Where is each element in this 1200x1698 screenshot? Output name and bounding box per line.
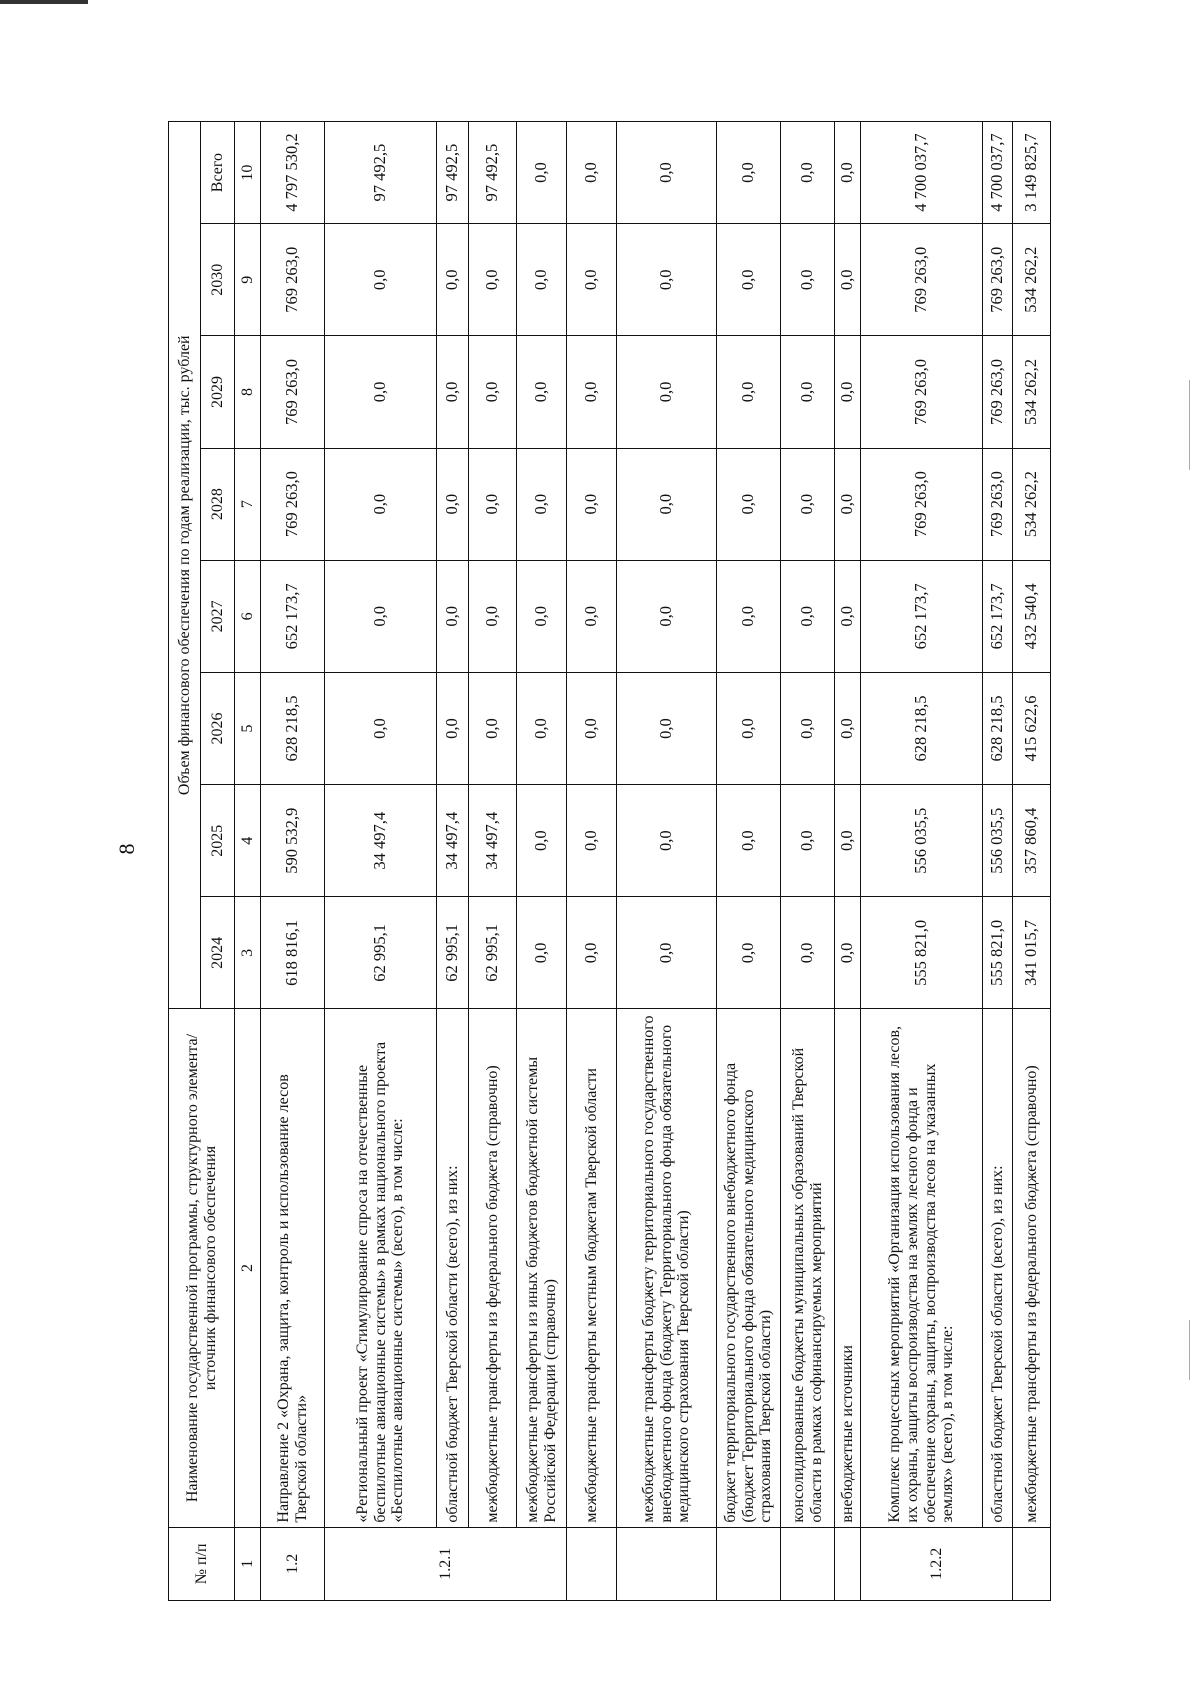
row-name: областной бюджет Тверской области (всего), из них: [983, 1009, 1013, 1527]
header-row [169, 122, 201, 1601]
row-value: 0,0 [617, 560, 717, 672]
row-value: 0,0 [437, 448, 469, 560]
row-value: 0,0 [617, 448, 717, 560]
row-value: 432 540,4 [1013, 560, 1051, 672]
header-year: 2027 [201, 560, 235, 672]
table-row [781, 122, 835, 1601]
header-year: 2026 [201, 672, 235, 784]
row-value: 0,0 [781, 224, 835, 336]
row-name: внебюджетные источники [835, 1009, 861, 1527]
budget-table [168, 121, 1051, 1601]
row-value: 0,0 [517, 672, 567, 784]
index-cell: 10 [235, 122, 261, 224]
row-value: 652 173,7 [261, 560, 325, 672]
row-code: 1.2 [261, 1527, 325, 1600]
row-value: 97 492,5 [437, 122, 469, 224]
row-value: 534 262,2 [1013, 224, 1051, 336]
row-value: 0,0 [469, 224, 517, 336]
table-row [983, 122, 1013, 1601]
row-value: 0,0 [835, 336, 861, 448]
row-value: 4 700 037,7 [983, 122, 1013, 224]
row-value: 415 622,6 [1013, 672, 1051, 784]
row-value: 0,0 [717, 560, 781, 672]
row-value: 0,0 [617, 224, 717, 336]
row-code [717, 1527, 781, 1600]
row-name: Направление 2 «Охрана, защита, контроль и использование лесов Тверской области» [261, 1009, 325, 1527]
row-value: 0,0 [781, 897, 835, 1009]
row-value: 0,0 [717, 897, 781, 1009]
row-value: 0,0 [469, 336, 517, 448]
row-code [835, 1527, 861, 1600]
table-row [861, 122, 983, 1601]
row-name: бюджет территориального государственного внебюджетного фонда (бюджет Территориального фонда обязательного медицинского страхования Тверской области) [717, 1009, 781, 1527]
row-value: 0,0 [437, 672, 469, 784]
index-cell: 7 [235, 448, 261, 560]
index-cell: 8 [235, 336, 261, 448]
row-code [567, 1527, 617, 1600]
row-value: 0,0 [325, 336, 437, 448]
row-value: 769 263,0 [261, 336, 325, 448]
row-value: 0,0 [567, 224, 617, 336]
row-value: 0,0 [835, 560, 861, 672]
row-value: 769 263,0 [861, 224, 983, 336]
row-name: консолидированные бюджеты муниципальных образований Тверской области в рамках софинансируемых мероприятий [781, 1009, 835, 1527]
row-value: 0,0 [567, 122, 617, 224]
row-value: 590 532,9 [261, 785, 325, 897]
index-cell: 6 [235, 560, 261, 672]
row-value: 3 149 825,7 [1013, 122, 1051, 224]
header-year: 2025 [201, 785, 235, 897]
table-row [325, 122, 437, 1601]
row-value: 0,0 [781, 448, 835, 560]
row-value: 556 035,5 [861, 785, 983, 897]
row-code: 1.2.2 [861, 1527, 1013, 1600]
row-value: 341 015,7 [1013, 897, 1051, 1009]
row-value: 628 218,5 [261, 672, 325, 784]
row-value: 628 218,5 [983, 672, 1013, 784]
row-value: 534 262,2 [1013, 448, 1051, 560]
row-value: 0,0 [717, 336, 781, 448]
row-code [781, 1527, 835, 1600]
table-row [469, 122, 517, 1601]
row-value: 0,0 [567, 336, 617, 448]
row-value: 62 995,1 [325, 897, 437, 1009]
row-value: 769 263,0 [861, 336, 983, 448]
header-year: 2024 [201, 897, 235, 1009]
row-name: областной бюджет Тверской области (всего), из них: [437, 1009, 469, 1527]
row-value: 628 218,5 [861, 672, 983, 784]
row-value: 0,0 [835, 785, 861, 897]
index-cell: 4 [235, 785, 261, 897]
row-name: межбюджетные трансферты из федерального бюджета (справочно) [1013, 1009, 1051, 1527]
row-name: межбюджетные трансферты местным бюджетам Тверской области [567, 1009, 617, 1527]
row-value: 0,0 [781, 122, 835, 224]
row-value: 0,0 [325, 560, 437, 672]
page-number: 8 [114, 843, 139, 855]
header-num: № п/п [169, 1527, 235, 1600]
row-value: 34 497,4 [437, 785, 469, 897]
row-value: 0,0 [781, 336, 835, 448]
row-value: 0,0 [517, 122, 567, 224]
row-value: 0,0 [835, 672, 861, 784]
row-code [617, 1527, 717, 1600]
row-name: межбюджетные трансферты бюджету территориального государственного внебюджетного фонда (бюджету Территориального фонда обязательного медицинского страхования Тверской области) [617, 1009, 717, 1527]
row-value: 0,0 [517, 560, 567, 672]
index-cell: 9 [235, 224, 261, 336]
row-value: 0,0 [517, 224, 567, 336]
row-value: 769 263,0 [261, 224, 325, 336]
row-value: 769 263,0 [261, 448, 325, 560]
table-row [835, 122, 861, 1601]
row-value: 97 492,5 [469, 122, 517, 224]
row-value: 0,0 [835, 897, 861, 1009]
row-value: 0,0 [617, 672, 717, 784]
row-value: 0,0 [469, 672, 517, 784]
index-cell: 5 [235, 672, 261, 784]
table-row [437, 122, 469, 1601]
row-value: 0,0 [567, 672, 617, 784]
row-value: 0,0 [781, 560, 835, 672]
header-year: Всего [201, 122, 235, 224]
row-value: 0,0 [517, 785, 567, 897]
row-value: 0,0 [617, 897, 717, 1009]
row-value: 769 263,0 [983, 224, 1013, 336]
row-value: 0,0 [567, 448, 617, 560]
row-value: 0,0 [617, 122, 717, 224]
row-value: 0,0 [717, 785, 781, 897]
row-value: 0,0 [325, 448, 437, 560]
row-value: 0,0 [469, 560, 517, 672]
row-value: 34 497,4 [469, 785, 517, 897]
row-value: 0,0 [437, 336, 469, 448]
row-value: 0,0 [781, 785, 835, 897]
row-value: 0,0 [517, 336, 567, 448]
row-value: 0,0 [567, 785, 617, 897]
header-year: 2028 [201, 448, 235, 560]
row-name: межбюджетные трансферты из иных бюджетов бюджетной системы Российской Федерации (справочно) [517, 1009, 567, 1527]
row-name: «Региональный проект «Стимулирование спроса на отечественные беспилотные авиационные системы» в рамках национального проекта «Беспилотные авиационные системы» (всего), в том числе: [325, 1009, 437, 1527]
row-value: 62 995,1 [437, 897, 469, 1009]
row-value: 0,0 [717, 672, 781, 784]
row-value: 0,0 [325, 672, 437, 784]
row-code [1013, 1527, 1051, 1600]
row-code: 1.2.1 [325, 1527, 567, 1600]
row-value: 0,0 [437, 560, 469, 672]
header-year: 2029 [201, 336, 235, 448]
row-value: 0,0 [781, 672, 835, 784]
row-value: 769 263,0 [983, 448, 1013, 560]
table-row [517, 122, 567, 1601]
table-row [261, 122, 325, 1601]
row-value: 0,0 [517, 448, 567, 560]
header-year: 2030 [201, 224, 235, 336]
table-row [1013, 122, 1051, 1601]
table-row [617, 122, 717, 1601]
row-name: Комплекс процессных мероприятий «Организация использования лесов, их охраны, защиты воспроизводства на землях лесного фонда и обеспечение охраны, защиты, воспроизводства лесов на указанных землях» (всего), в том числе: [861, 1009, 983, 1527]
table-body [235, 122, 1051, 1601]
row-value: 4 700 037,7 [861, 122, 983, 224]
row-value: 62 995,1 [469, 897, 517, 1009]
row-value: 0,0 [437, 224, 469, 336]
row-value: 357 860,4 [1013, 785, 1051, 897]
row-value: 34 497,4 [325, 785, 437, 897]
row-value: 0,0 [835, 122, 861, 224]
header-name: Наименование государственной программы, структурного элемента/источник финансового обеспечения [169, 1009, 235, 1527]
row-value: 4 797 530,2 [261, 122, 325, 224]
row-value: 555 821,0 [861, 897, 983, 1009]
row-value: 0,0 [717, 122, 781, 224]
row-value: 555 821,0 [983, 897, 1013, 1009]
row-value: 652 173,7 [983, 560, 1013, 672]
index-cell: 3 [235, 897, 261, 1009]
index-cell: 2 [235, 1009, 261, 1527]
row-value: 0,0 [567, 897, 617, 1009]
row-value: 0,0 [617, 336, 717, 448]
index-row [235, 122, 261, 1601]
row-value: 769 263,0 [983, 336, 1013, 448]
row-name: межбюджетные трансферты из федерального бюджета (справочно) [469, 1009, 517, 1527]
row-value: 97 492,5 [325, 122, 437, 224]
row-value: 0,0 [835, 448, 861, 560]
table-row [717, 122, 781, 1601]
table-row [567, 122, 617, 1601]
row-value: 0,0 [325, 224, 437, 336]
index-cell: 1 [235, 1527, 261, 1600]
row-value: 534 262,2 [1013, 336, 1051, 448]
row-value: 556 035,5 [983, 785, 1013, 897]
row-value: 0,0 [717, 224, 781, 336]
row-value: 0,0 [717, 448, 781, 560]
header-finance: Объем финансового обеспечения по годам реализации, тыс. рублей [169, 122, 201, 1009]
row-value: 0,0 [617, 785, 717, 897]
row-value: 0,0 [567, 560, 617, 672]
row-value: 0,0 [469, 448, 517, 560]
row-value: 769 263,0 [861, 448, 983, 560]
row-value: 652 173,7 [861, 560, 983, 672]
row-value: 618 816,1 [261, 897, 325, 1009]
row-value: 0,0 [517, 897, 567, 1009]
row-value: 0,0 [835, 224, 861, 336]
